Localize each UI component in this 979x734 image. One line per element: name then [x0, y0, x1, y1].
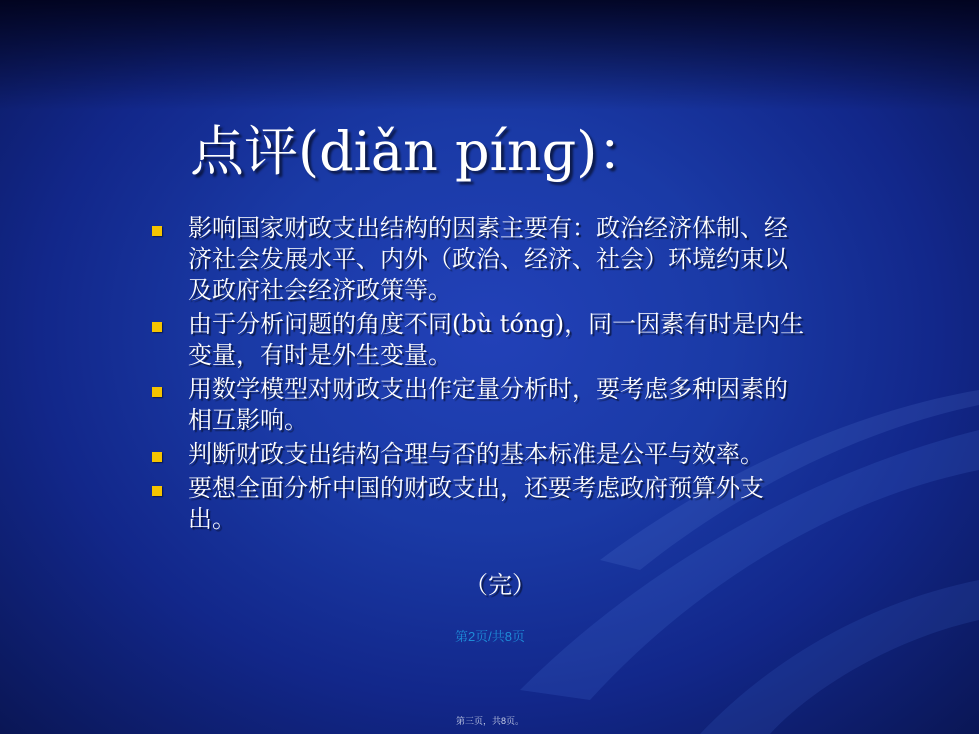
square-bullet-icon: [152, 322, 162, 332]
square-bullet-icon: [152, 226, 162, 236]
bullet-item: [150, 473, 810, 535]
end-mark: （完）: [464, 571, 536, 599]
bullet-list: [150, 213, 810, 538]
bullet-item: [150, 213, 810, 306]
bullet-text: 影响国家财政支出结构的因素主要有：政治经济体制、经济社会发展水平、内外（政治、经济、社会）环境约束以及政府社会经济政策等。: [188, 214, 788, 304]
bullet-text: 用数学模型对财政支出作定量分析时，要考虑多种因素的相互影响。: [188, 375, 788, 434]
bullet-text: 判断财政支出结构合理与否的基本标准是公平与效率。: [188, 440, 764, 468]
footer-note: 第三页，共8页。: [455, 716, 524, 726]
bullet-text: 由于分析问题的角度不同(bù tónɡ)，同一因素有时是内生变量，有时是外生变量。: [188, 310, 805, 369]
square-bullet-icon: [152, 387, 162, 397]
square-bullet-icon: [152, 486, 162, 496]
bullet-text: 要想全面分析中国的财政支出，还要考虑政府预算外支出。: [188, 474, 764, 533]
bullet-item: [150, 374, 810, 436]
slide-title: 点评(diǎn pínɡ)：: [190, 120, 652, 183]
bullet-item: [150, 439, 810, 470]
square-bullet-icon: [152, 452, 162, 462]
bullet-item: [150, 309, 810, 371]
page-indicator: 第2页/共8页: [454, 629, 526, 644]
